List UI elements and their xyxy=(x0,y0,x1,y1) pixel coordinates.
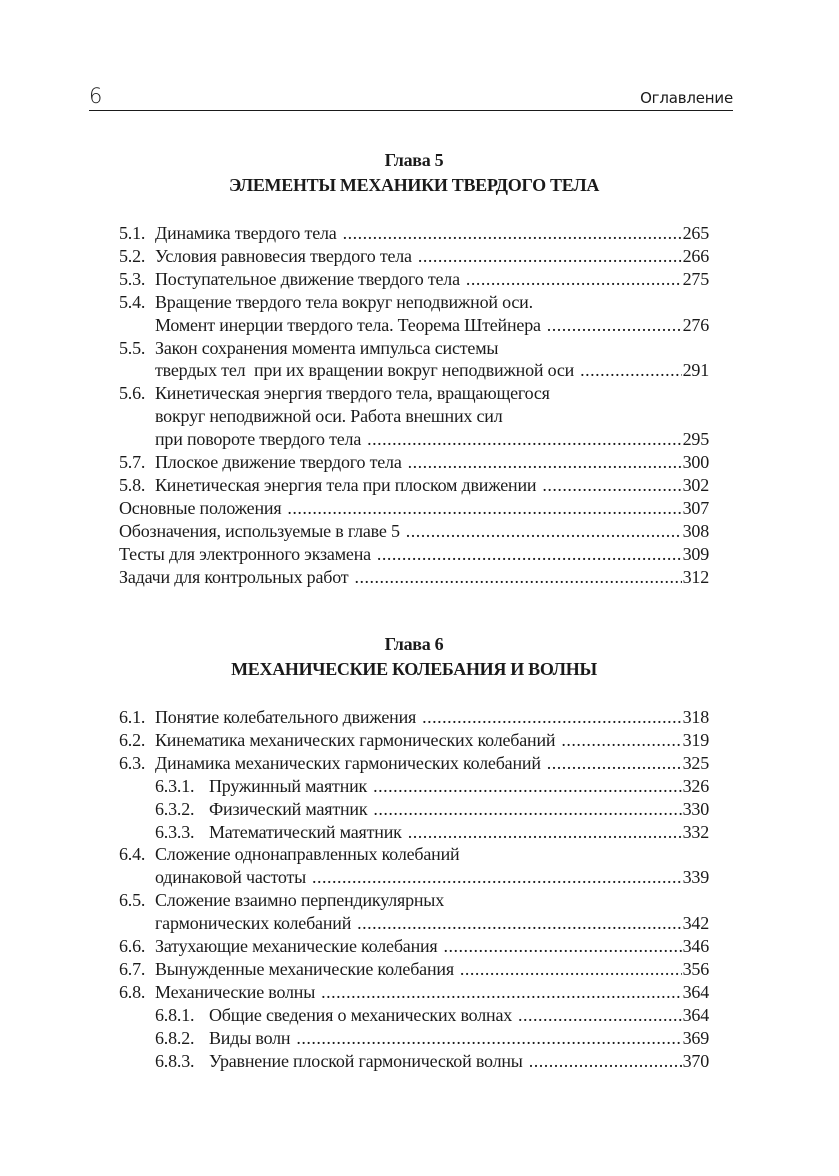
dot-leader xyxy=(373,775,681,798)
dot-leader xyxy=(408,821,682,844)
toc-title: Вынужденные механические колебания xyxy=(155,958,454,979)
dot-leader xyxy=(373,798,681,821)
toc-title-line: Вращение твердого тела вокруг неподвижной оси. xyxy=(155,291,533,312)
toc-title: Пружинный маятник xyxy=(209,775,368,796)
toc-title: Задачи для контрольных работ xyxy=(119,566,349,587)
dot-leader xyxy=(547,752,682,775)
toc-title: Обозначения, используемые в главе 5 xyxy=(119,520,400,541)
toc-page: 291 xyxy=(682,360,709,381)
toc-title: Основные положения xyxy=(119,497,282,518)
toc-page: 346 xyxy=(682,936,709,957)
toc-number: 6.5. xyxy=(119,890,146,911)
toc-subentry[interactable] xyxy=(119,1050,709,1073)
toc-title-line: вокруг неподвижной оси. Работа внешних сил xyxy=(155,406,503,427)
toc-title-line: Сложение взаимно перпендикулярных xyxy=(155,890,444,911)
toc-entry[interactable] xyxy=(119,382,709,451)
toc-entry[interactable] xyxy=(119,245,709,268)
toc-page: 276 xyxy=(682,314,709,335)
dot-leader xyxy=(518,1004,682,1027)
toc-entry[interactable] xyxy=(119,729,709,752)
toc-list xyxy=(119,706,709,1073)
toc-entry[interactable] xyxy=(119,706,709,729)
toc-entry[interactable] xyxy=(119,451,709,474)
toc-page: 326 xyxy=(682,775,709,796)
toc-page: 330 xyxy=(682,798,709,819)
toc-title: Динамика твердого тела xyxy=(155,223,337,243)
toc-title: Тесты для электронного экзамена xyxy=(119,543,371,564)
toc-subentry[interactable] xyxy=(119,775,709,798)
toc-title: гармонических колебаний xyxy=(155,913,352,934)
toc-page: 266 xyxy=(682,245,709,266)
toc-subentry[interactable] xyxy=(119,1004,709,1027)
toc-entry[interactable] xyxy=(119,337,709,383)
toc-number: 6.4. xyxy=(119,844,146,865)
toc-page: 325 xyxy=(682,752,709,773)
toc-title: Затухающие механические колебания xyxy=(155,936,438,957)
toc-page: 318 xyxy=(682,707,709,727)
dot-leader xyxy=(561,729,681,752)
toc-title: Понятие колебательного движения xyxy=(155,707,417,727)
toc-page: 275 xyxy=(682,268,709,289)
toc-title: Кинетическая энергия тела при плоском движении xyxy=(155,474,537,495)
toc-page: 312 xyxy=(682,566,709,587)
chapter-label: Глава 5 xyxy=(384,150,444,170)
toc-number: 6.8. xyxy=(119,981,146,1002)
dot-leader xyxy=(542,474,681,497)
dot-leader xyxy=(580,359,681,382)
toc-page: 300 xyxy=(682,452,709,473)
toc-page: 370 xyxy=(682,1050,709,1071)
toc-page: 265 xyxy=(682,223,709,243)
toc-entry[interactable] xyxy=(119,981,709,1004)
toc-number: 5.4. xyxy=(119,291,146,312)
toc-page: 308 xyxy=(682,520,709,541)
toc-number: 6.3.3. xyxy=(155,821,195,842)
dot-leader xyxy=(357,912,681,935)
toc-page: 339 xyxy=(682,867,709,888)
toc-title: Механические волны xyxy=(155,981,316,1002)
toc-title: Поступательное движение твердого тела xyxy=(155,268,460,289)
dot-leader xyxy=(408,451,682,474)
chapter-heading xyxy=(119,632,709,682)
dot-leader xyxy=(460,958,682,981)
toc-number: 5.6. xyxy=(119,383,146,404)
toc-number: 6.3. xyxy=(119,752,146,773)
toc-number: 5.7. xyxy=(119,452,146,473)
toc-number: 6.8.3. xyxy=(155,1050,195,1071)
dot-leader xyxy=(418,245,682,268)
toc-title: Виды волн xyxy=(209,1027,291,1048)
toc-title: Физический маятник xyxy=(209,798,368,819)
toc-page: 364 xyxy=(682,981,709,1002)
toc-number: 5.1. xyxy=(119,223,146,243)
toc-number: 6.1. xyxy=(119,707,146,727)
toc-page: 369 xyxy=(682,1027,709,1048)
toc-number: 5.5. xyxy=(119,337,146,358)
toc-page: 356 xyxy=(682,958,709,979)
chapter-heading xyxy=(119,148,709,198)
toc-title: Кинематика механических гармонических колебаний xyxy=(155,729,556,750)
toc-page: 342 xyxy=(682,913,709,934)
toc-number: 6.3.1. xyxy=(155,775,195,796)
dot-leader xyxy=(367,428,681,451)
chapter-6 xyxy=(119,632,709,1073)
toc-number: 6.8.2. xyxy=(155,1027,195,1048)
toc-number: 6.8.1. xyxy=(155,1004,195,1025)
toc-title: Динамика механических гармонических колебаний xyxy=(155,752,541,773)
toc-page: 309 xyxy=(682,543,709,564)
toc-subentry[interactable] xyxy=(119,1027,709,1050)
toc-title: при повороте твердого тела xyxy=(155,429,362,450)
toc-title: Общие сведения о механических волнах xyxy=(209,1004,513,1025)
toc-title: Уравнение плоской гармонической волны xyxy=(209,1050,523,1071)
dot-leader xyxy=(444,935,682,958)
toc-entry-tests[interactable] xyxy=(119,543,709,566)
toc-title: Момент инерции твердого тела. Теорема Штейнера xyxy=(155,314,541,335)
toc-entry[interactable] xyxy=(119,752,709,775)
running-title: Оглавление xyxy=(640,89,733,107)
chapter-title: ЭЛЕМЕНТЫ МЕХАНИКИ ТВЕРДОГО ТЕЛА xyxy=(228,175,600,195)
toc-number: 6.3.2. xyxy=(155,798,195,819)
toc-number: 6.6. xyxy=(119,936,146,957)
dot-leader xyxy=(529,1050,682,1073)
toc-number: 6.7. xyxy=(119,958,146,979)
toc-entry[interactable] xyxy=(119,843,709,889)
dot-leader xyxy=(406,520,682,543)
toc-entry-problems[interactable] xyxy=(119,566,709,589)
toc-page: 364 xyxy=(682,1004,709,1025)
chapter-title: МЕХАНИЧЕСКИЕ КОЛЕБАНИЯ И ВОЛНЫ xyxy=(231,659,597,679)
toc-entry[interactable] xyxy=(119,474,709,497)
toc-page: 332 xyxy=(682,821,709,842)
dot-leader xyxy=(287,497,681,520)
toc-page: 319 xyxy=(682,729,709,750)
toc-title-line: Сложение однонаправленных колебаний xyxy=(155,844,460,865)
page-number: 6 xyxy=(89,84,103,108)
toc-list xyxy=(119,222,709,589)
toc-entry[interactable] xyxy=(119,291,709,337)
dot-leader xyxy=(547,314,682,337)
dot-leader xyxy=(321,981,681,1004)
dot-leader xyxy=(343,222,682,245)
toc-title: твердых тел при их вращении вокруг неподвижной оси xyxy=(155,360,575,381)
toc-entry[interactable] xyxy=(119,889,709,935)
chapter-label: Глава 6 xyxy=(384,634,444,654)
toc-number: 5.8. xyxy=(119,474,146,495)
toc-number: 5.3. xyxy=(119,268,146,289)
dot-leader xyxy=(312,866,682,889)
toc-entry[interactable] xyxy=(119,958,709,981)
chapter-5 xyxy=(119,148,709,589)
toc-entry[interactable] xyxy=(119,935,709,958)
toc-page: 295 xyxy=(682,429,709,450)
toc-entry-summary[interactable] xyxy=(119,497,709,520)
dot-leader xyxy=(296,1027,681,1050)
toc-number: 6.2. xyxy=(119,729,146,750)
toc-title-line: Кинетическая энергия твердого тела, вращающегося xyxy=(155,383,550,404)
toc-entry-notation[interactable] xyxy=(119,520,709,543)
dot-leader xyxy=(422,706,682,729)
toc-title: Плоское движение твердого тела xyxy=(155,452,402,473)
toc-title: Математический маятник xyxy=(209,821,402,842)
running-head xyxy=(89,84,733,111)
toc-title-line: Закон сохранения момента импульса системы xyxy=(155,337,499,358)
toc-subentry[interactable] xyxy=(119,821,709,844)
toc-page: 307 xyxy=(682,497,709,518)
toc-subentry[interactable] xyxy=(119,798,709,821)
dot-leader xyxy=(354,566,681,589)
toc-title: Условия равновесия твердого тела xyxy=(155,245,412,266)
toc-page: 302 xyxy=(682,474,709,495)
toc-number: 5.2. xyxy=(119,245,146,266)
toc-entry[interactable] xyxy=(119,268,709,291)
dot-leader xyxy=(377,543,682,566)
toc-entry[interactable] xyxy=(119,222,709,245)
toc-title: одинаковой частоты xyxy=(155,867,307,888)
dot-leader xyxy=(466,268,682,291)
